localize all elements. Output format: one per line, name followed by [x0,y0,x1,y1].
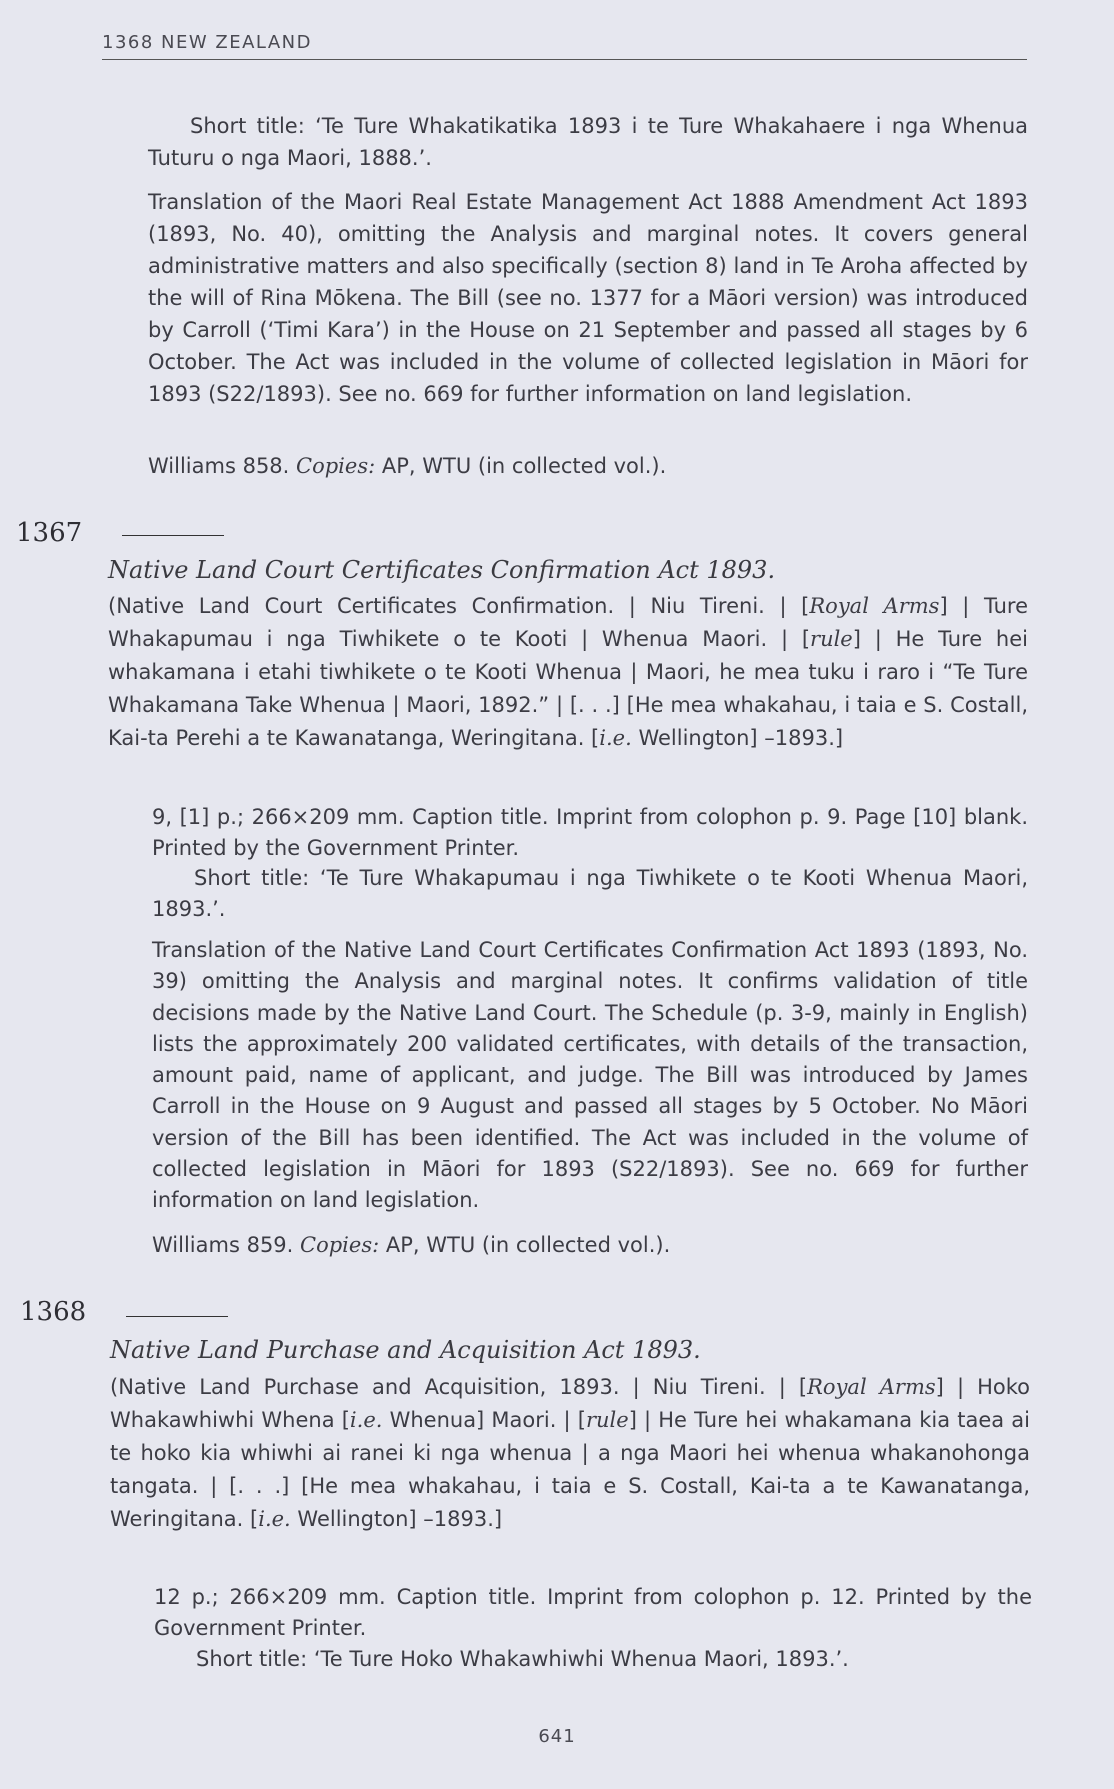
entry-number-1368: 1368 [20,1297,87,1327]
running-head: 1368 NEW ZEALAND [102,32,1027,60]
ref-prefix-1367: Williams 859. [152,1233,294,1257]
entry-reference-1367 [152,1229,1028,1261]
entry-transcription-1368: (Native Land Purchase and Acquisition, 1893. | Niu Tireni. | [Royal Arms] | Hoko Whakawhiwhi Whena [i.e. Whenua] Maori. | [rule] | He Ture hei whakamana kia taea ai te hoko kia whiwhi ai ranei ki nga whenua | a nga Maori hei whenua whakanohonga tangata. | [. . .] [He mea whakahau, i taia e S. Costall, Kai-ta a te Kawanatanga, Weringitana. [i.e. Wellington] –1893.] [110,1375,1031,1531]
entry-rule-1367 [122,535,224,536]
entry-short-title-1367: Short title: ‘Te Ture Whakapumau i nga Tiwhikete o te Kooti Whenua Maori, 1893.’. [152,866,1028,921]
entry-collation-1367: 9, [1] p.; 266×209 mm. Caption title. Imprint from colophon p. 9. Page [10] blank. Printed by the Government Printer. [152,805,1028,860]
entry-rule-1368 [126,1316,228,1317]
entry-short-title-1368: Short title: ‘Te Ture Hoko Whakawhiwhi Whenua Maori, 1893.’. [196,1647,849,1671]
page-number: 641 [538,1726,576,1747]
prev-copies-label: Copies: [296,454,376,478]
entry-title-1367: Native Land Court Certificates Confirmation Act 1893. [108,556,776,584]
entry-note-1367: Translation of the Native Land Court Certificates Confirmation Act 1893 (1893, No. 39) omitting the Analysis and marginal notes. It confirms validation of title decisions made by the Native Land Court. The Schedule (p. 3-9, mainly in English) lists the approximately 200 validated certificates, with details of the transaction, amount paid, name of applicant, and judge. The Bill was introduced by James Carroll in the House on 9 August and passed all stages by 5 October. No Māori version of the Bill has been identified. The Act was included in the volume of collected legislation in Māori for 1893 (S22/1893). See no. 669 for further information on land legislation. [152,938,1028,1213]
entry-collation-1368: 12 p.; 266×209 mm. Caption title. Imprint from colophon p. 12. Printed by the Government Printer. [154,1585,1032,1640]
prev-reference [148,450,1028,482]
prev-note: Translation of the Maori Real Estate Management Act 1888 Amendment Act 1893 (1893, No. 40), omitting the Analysis and marginal notes. It covers general administrative matters and also specifically (section 8) land in Te Aroha affected by the will of Rina Mōkena. The Bill (see no. 1377 for a Māori version) was introduced by Carroll (‘Timi Kara’) in the House on 21 September and passed all stages by 6 October. The Act was included in the volume of collected legislation in Māori for 1893 (S22/1893). See no. 669 for further information on land legislation. [148,190,1028,406]
entry-transcription-1367: (Native Land Court Certificates Confirmation. | Niu Tireni. | [Royal Arms] | Ture Whakapumau i nga Tiwhikete o te Kooti | Whenua Maori. | [rule] | He Ture hei whakamana i etahi tiwhikete o te Kooti Whenua | Maori, he mea tuku i raro i “Te Ture Whakamana Take Whenua | Maori, 1892.” | [. . .] [He mea whakahau, i taia e S. Costall, Kai-ta Perehi a te Kawanatanga, Weringitana. [i.e. Wellington] –1893.] [108,594,1028,750]
copies-label-1367: Copies: [300,1233,380,1257]
prev-short-title: Short title: ‘Te Ture Whakatikatika 1893 i te Ture Whakahaere i nga Whenua Tuturu o nga Maori, 1888.’. [148,114,1028,170]
entry-number-1367: 1367 [16,518,83,548]
copies-1367: AP, WTU (in collected vol.). [385,1233,671,1257]
prev-copies: AP, WTU (in collected vol.). [381,454,667,478]
prev-ref-prefix: Williams 858. [148,454,290,478]
entry-title-1368: Native Land Purchase and Acquisition Act 1893. [110,1336,701,1364]
